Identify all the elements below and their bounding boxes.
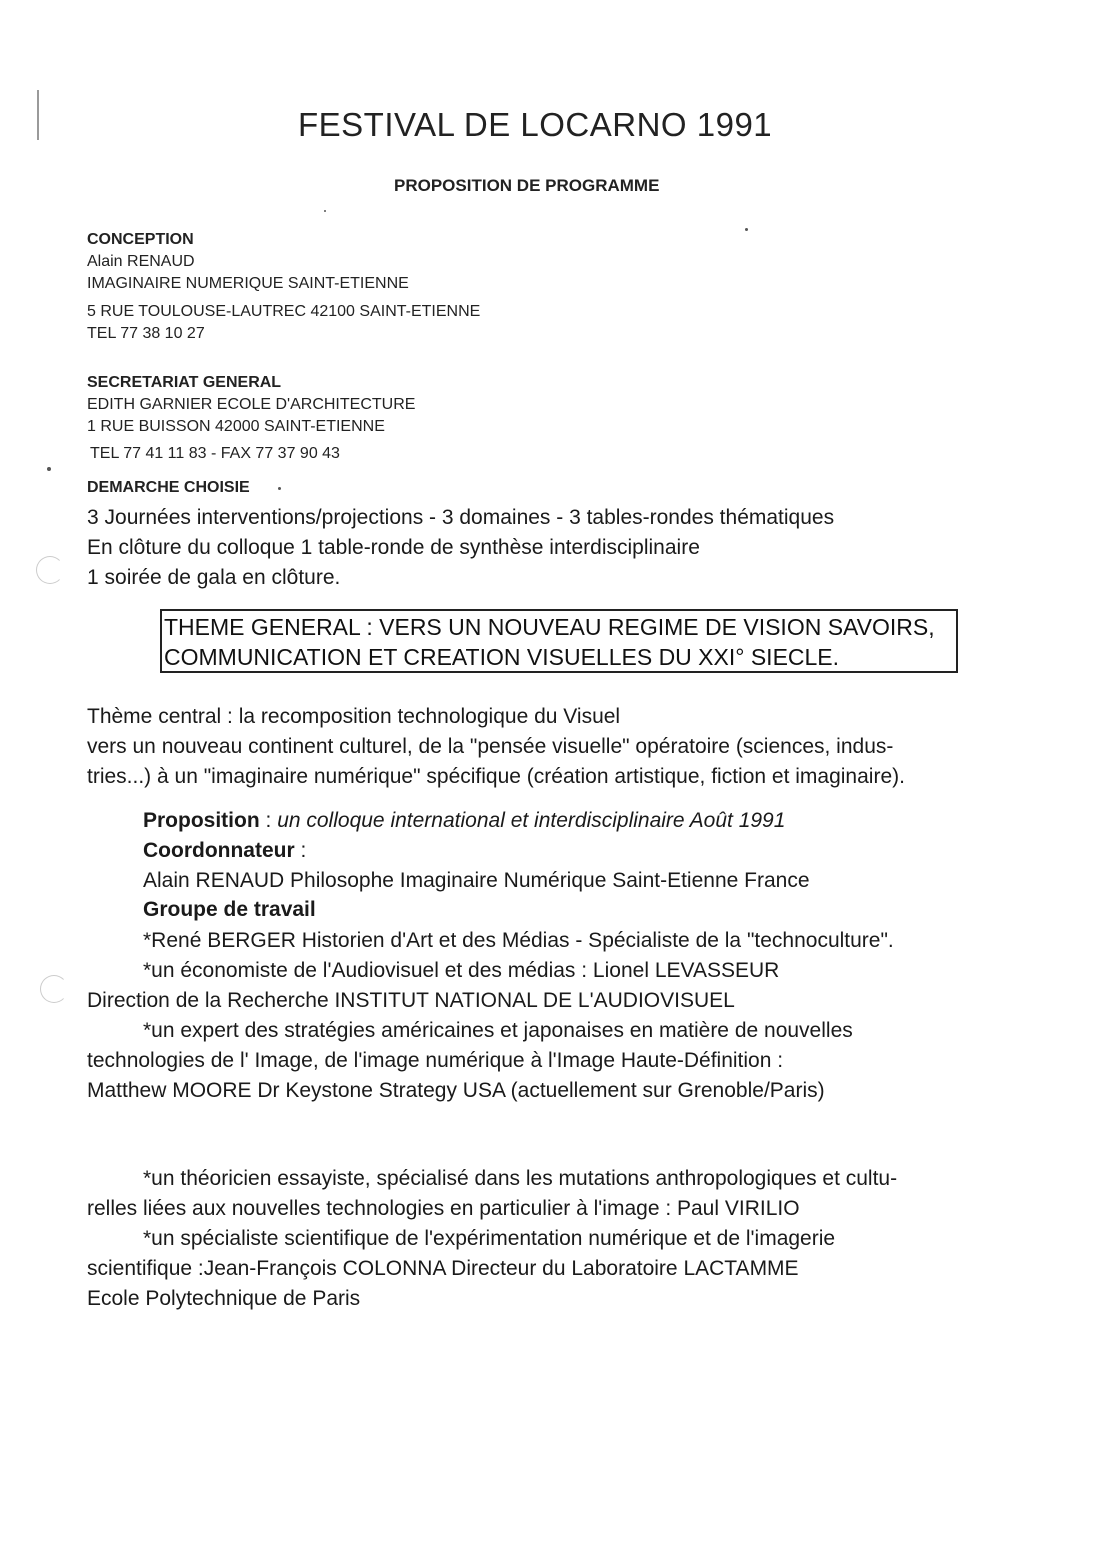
secretariat-line: 1 RUE BUISSON 42000 SAINT-ETIENNE: [87, 418, 385, 435]
proposition-label: Proposition: [143, 809, 260, 832]
conception-block: [87, 229, 480, 345]
conception-line: Alain RENAUD: [87, 253, 195, 270]
groupe-member-line: Direction de la Recherche INSTITUT NATIONAL DE L'AUDIOVISUEL: [87, 989, 735, 1012]
proposition-value: un colloque international et interdisciplinaire Août 1991: [277, 809, 786, 832]
conception-line: 5 RUE TOULOUSE-LAUTREC 42100 SAINT-ETIENNE: [87, 303, 481, 320]
groupe-member-line: *René BERGER Historien d'Art et des Médias - Spécialiste de la "technoculture".: [143, 929, 894, 952]
groupe-label: Groupe de travail: [143, 898, 316, 921]
conception-heading: CONCEPTION: [87, 231, 194, 248]
groupe-member-line: *un économiste de l'Audiovisuel et des médias : Lionel LEVASSEUR: [143, 959, 780, 982]
coordonnateur-value: Alain RENAUD Philosophe Imaginaire Numérique Saint-Etienne France: [143, 869, 810, 892]
proposition-separator: :: [259, 809, 278, 832]
conception-line: IMAGINAIRE NUMERIQUE SAINT-ETIENNE: [87, 275, 409, 292]
conception-line: TEL 77 38 10 27: [87, 325, 205, 342]
demarche-heading: DEMARCHE CHOISIE: [87, 479, 250, 496]
groupe-member-line: *un expert des stratégies américaines et japonaises en matière de nouvelles: [143, 1019, 853, 1042]
theme-central-line: vers un nouveau continent culturel, de la "pensée visuelle" opératoire (sciences, indus-: [87, 735, 894, 758]
groupe-member-line: scientifique :Jean-François COLONNA Directeur du Laboratoire LACTAMME: [87, 1257, 799, 1280]
demarche-line: 3 Journées interventions/projections - 3 domaines - 3 tables-rondes thématiques: [87, 506, 835, 529]
groupe-member-line: Ecole Polytechnique de Paris: [87, 1287, 361, 1310]
groupe-member-line: Matthew MOORE Dr Keystone Strategy USA (actuellement sur Grenoble/Paris): [87, 1079, 825, 1102]
speck: [278, 487, 281, 490]
speck: [47, 467, 51, 471]
coordonnateur-label: Coordonnateur: [143, 839, 295, 862]
coordonnateur-heading-line: [143, 836, 306, 866]
page-subtitle: PROPOSITION DE PROGRAMME: [394, 176, 660, 195]
secretariat-line: TEL 77 41 11 83 - FAX 77 37 90 43: [90, 445, 340, 462]
secretariat-block: [87, 372, 415, 465]
punch-hole-mark: [40, 975, 68, 1003]
theme-central-line: tries...) à un "imaginaire numérique" spécifique (création artistique, fiction et imaginaire).: [87, 765, 905, 788]
secretariat-heading: SECRETARIAT GENERAL: [87, 374, 282, 391]
groupe-member-line: relles liées aux nouvelles technologies en particulier à l'image : Paul VIRILIO: [87, 1197, 800, 1220]
groupe-member-line: technologies de l' Image, de l'image numérique à l'Image Haute-Définition :: [87, 1049, 784, 1072]
demarche-line: 1 soirée de gala en clôture.: [87, 566, 341, 589]
theme-general-box: [160, 609, 958, 673]
theme-central-line: Thème central : la recomposition technologique du Visuel: [87, 705, 621, 728]
groupe-member-line: *un spécialiste scientifique de l'expérimentation numérique et de l'imagerie: [143, 1227, 836, 1250]
scan-margin-mark: [37, 90, 39, 140]
groupe-member-line: *un théoricien essayiste, spécialisé dans les mutations anthropologiques et cultu-: [143, 1167, 898, 1190]
page-title: FESTIVAL DE LOCARNO 1991: [298, 106, 773, 143]
theme-general-line: THEME GENERAL : VERS UN NOUVEAU REGIME DE VISION SAVOIRS,: [164, 614, 935, 640]
speck: [745, 228, 748, 231]
speck: [324, 210, 326, 212]
demarche-block: [87, 503, 834, 593]
theme-central-block: [87, 702, 905, 792]
demarche-line: En clôture du colloque 1 table-ronde de synthèse interdisciplinaire: [87, 536, 700, 559]
punch-hole-mark: [36, 556, 64, 584]
theme-general-line: COMMUNICATION ET CREATION VISUELLES DU XXI° SIECLE.: [164, 644, 840, 670]
coordonnateur-separator: :: [294, 839, 307, 862]
proposition-line: [143, 806, 785, 836]
secretariat-line: EDITH GARNIER ECOLE D'ARCHITECTURE: [87, 396, 416, 413]
